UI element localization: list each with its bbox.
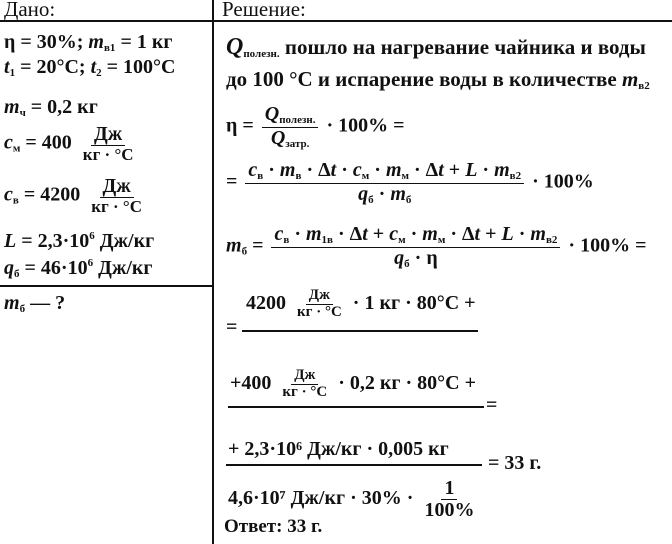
given-q: $q_б = 46\cdot 10^6$ Дж/кг	[4, 257, 153, 280]
eq-sign-2: =	[486, 394, 498, 416]
given-find: $m_б$ — ?	[4, 292, 66, 315]
fraction-bar-2	[228, 406, 484, 408]
given-L: $L = 2,3\cdot 10^6$ Дж/кг	[4, 230, 155, 252]
given-eta-m: η = 30%; $m_{в1} = 1$ кг	[4, 31, 173, 54]
formula-2: $m_б$ = $\frac{c_в \cdot m_{1в} \cdot \Delta t + c_м \cdot m_м \cdot \Delta t + L \cdot m_{в2}}{q_б \cdot \eta}$ · 100% =	[226, 223, 647, 270]
answer: Ответ: 33 г.	[224, 516, 323, 537]
given-temps: $t_1 = 20^\circ C$; $t_2 = 100^\circ C$	[4, 56, 176, 79]
efficiency-formula: η = $\frac{Q_{полезн.}}{Q_{затр.}}$ · 100% =	[226, 103, 405, 150]
given-c-m: $c_м = 400$ $\frac{Дж}{кг \cdot ^\circ С}$	[4, 123, 134, 164]
header-divider	[0, 20, 672, 22]
solution-intro-2: до 100 °С и испарение воды в количестве $m_{в2}$	[226, 67, 650, 92]
solution-intro-1: $Q_{полезн.}$ пошло на нагревание чайника и воды	[226, 34, 646, 60]
solution-header: Решение:	[222, 0, 306, 21]
numerator-line-a: 4200 $\frac{Дж}{кг \cdot ^\circ С}$ · 1 кг · 80°С +	[246, 287, 476, 320]
column-divider	[212, 0, 214, 544]
given-c-v: $c_в = 4200$ $\frac{Дж}{кг \cdot ^\circ С}$	[4, 175, 143, 216]
numerator-line-c: + 2,3·10⁶ Дж/кг · 0,005 кг	[228, 438, 449, 460]
eq-sign-1: =	[226, 316, 238, 338]
given-header: Дано:	[4, 0, 56, 21]
formula-1: = $\frac{c_в \cdot m_в \cdot \Delta t \cdot c_м \cdot m_м \cdot \Delta t + L \cdot m_{в2}}{q_б \cdot m_б}$ · 100%	[226, 159, 594, 206]
given-divider	[0, 285, 212, 287]
denominator-line-d: 4,6·10⁷ Дж/кг · 30% · $\frac{1}{100\%}$	[228, 477, 475, 521]
numerator-line-b: +400 $\frac{Дж}{кг \cdot ^\circ С}$ · 0,2 кг · 80°С +	[230, 367, 476, 400]
fraction-bar-3	[226, 464, 482, 466]
given-m-ch: $m_ч = 0,2$ кг	[4, 96, 98, 119]
fraction-bar-1	[242, 330, 478, 332]
result: = 33 г.	[488, 452, 542, 474]
